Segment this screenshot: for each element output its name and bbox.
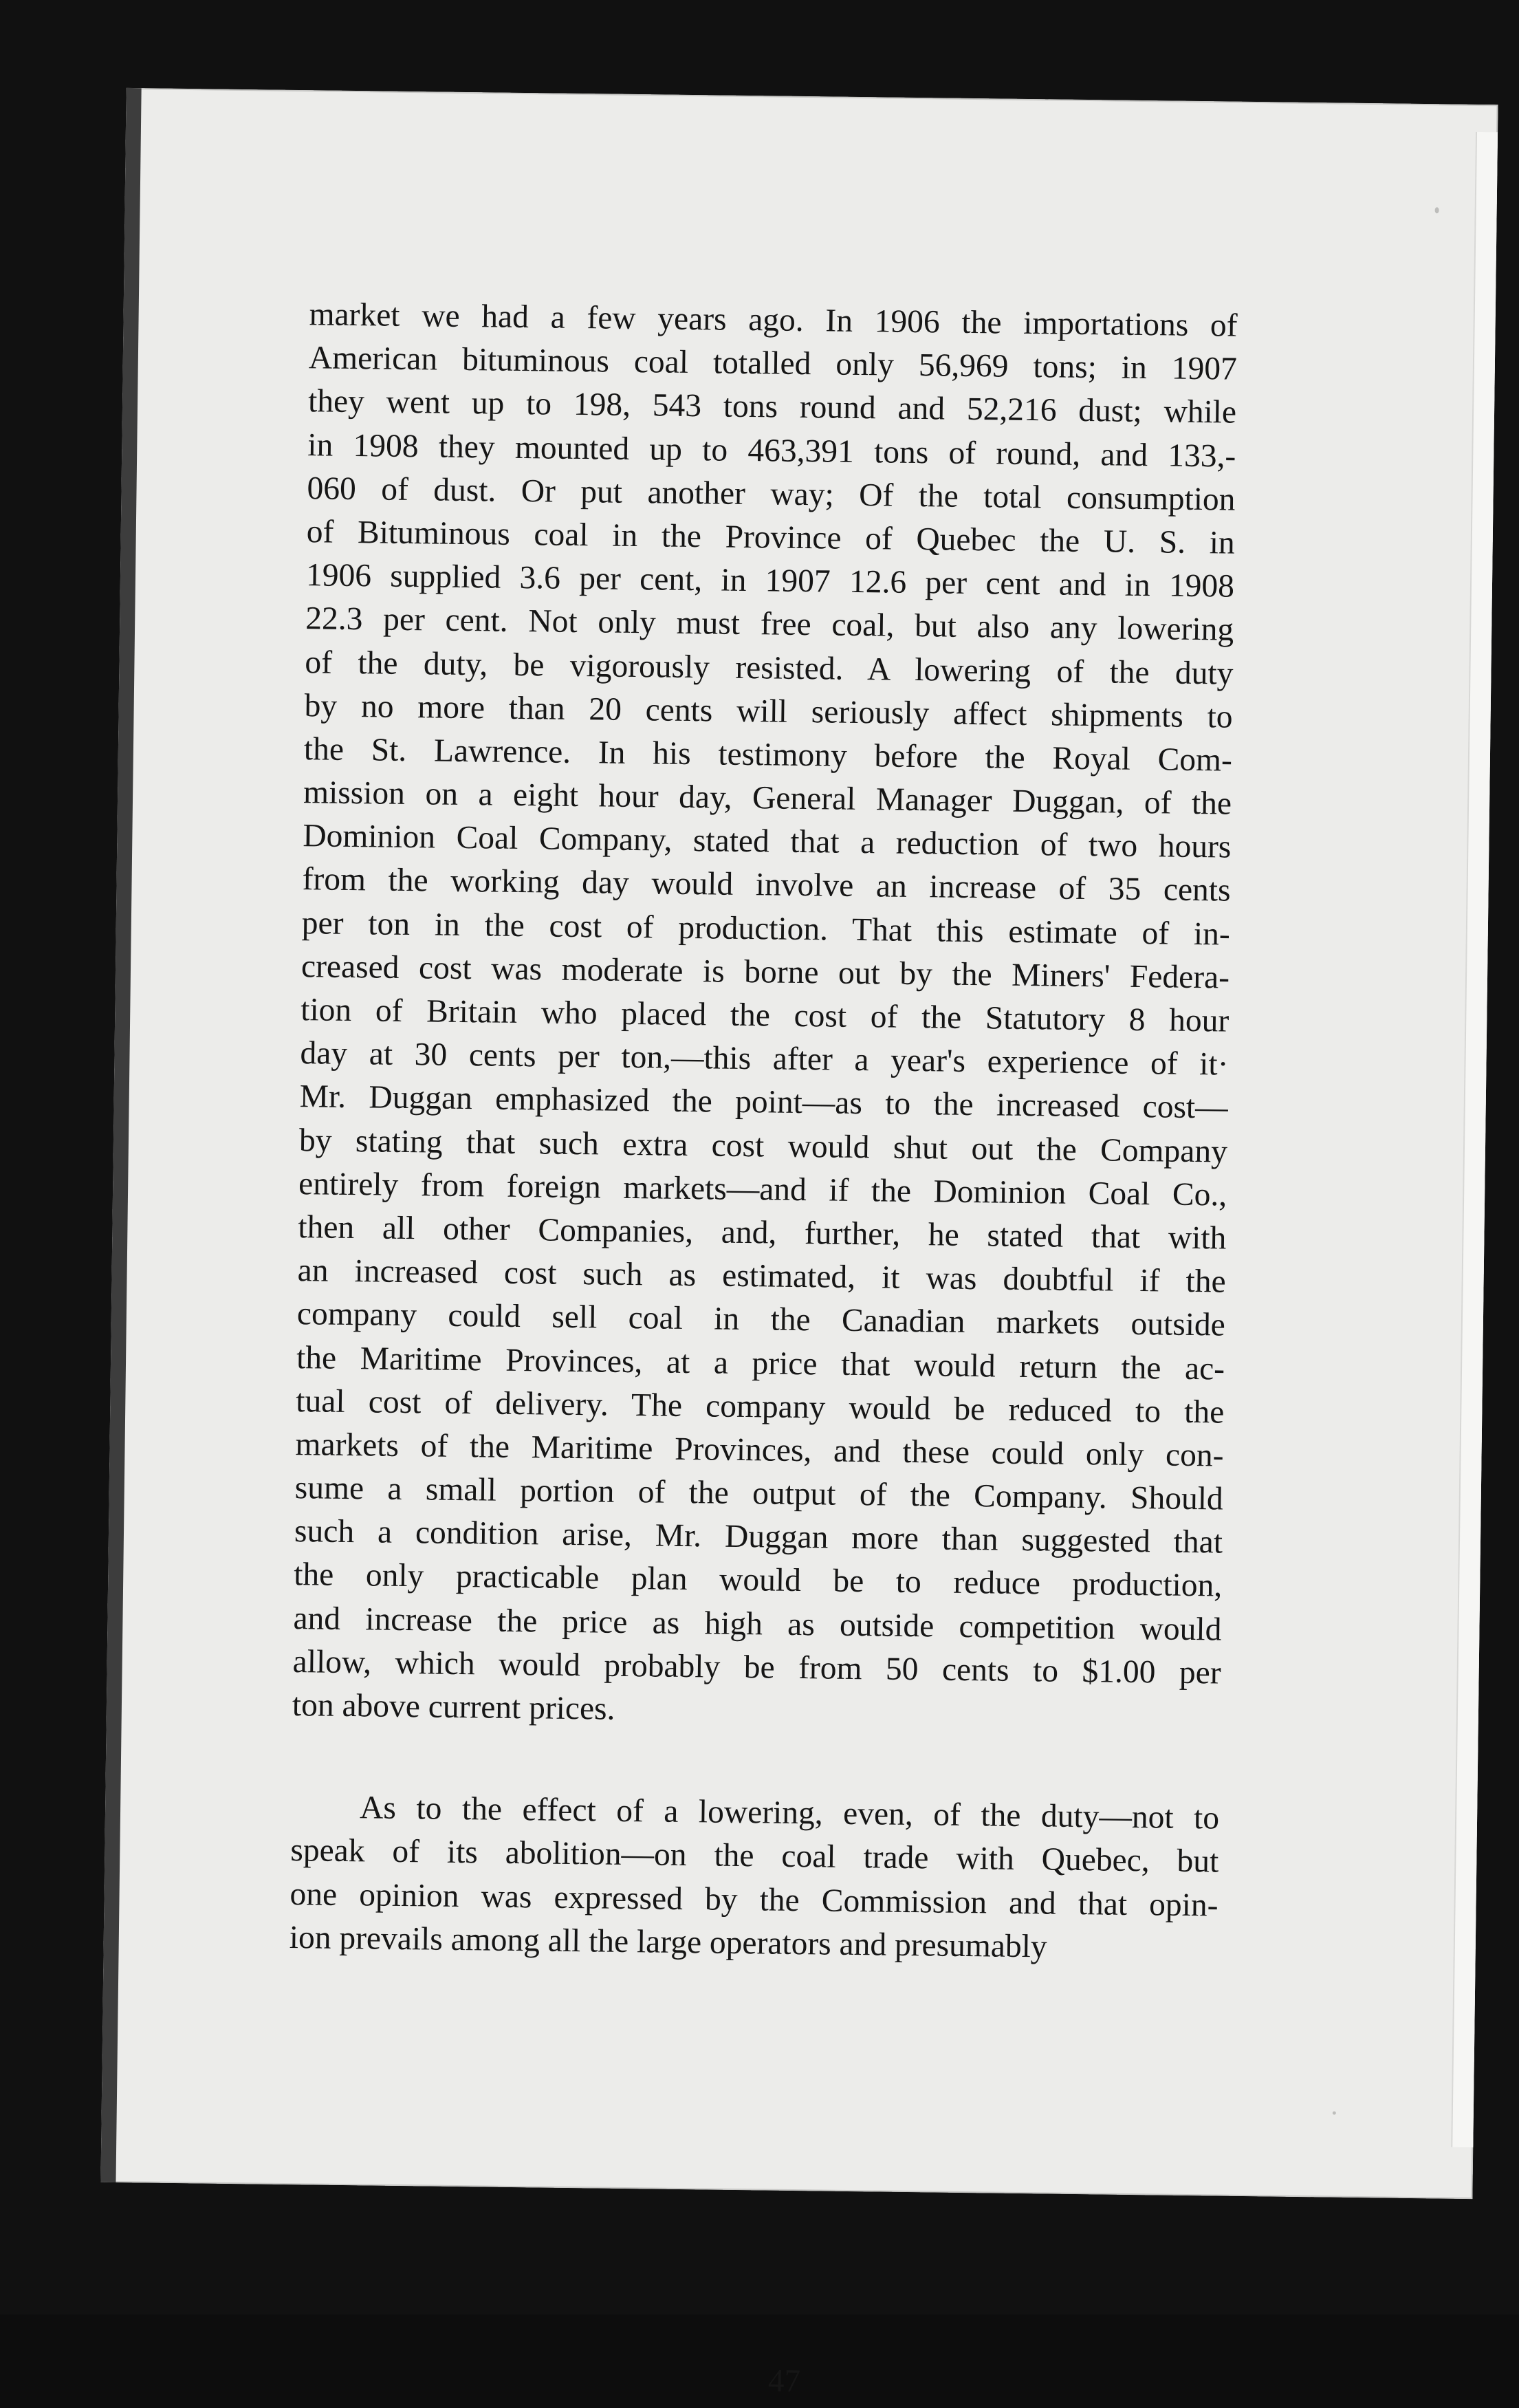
text-line: American bituminous coal totalled only 56,969 tons; in 1907 [308,340,1238,387]
text-line: of the duty, be vigorously resisted. A lowering of the duty [305,644,1234,692]
text-line: one opinion was expressed by the Commission and that opin- [289,1876,1219,1924]
text-line: by stating that such extra cost would shut out the Company [298,1122,1228,1170]
text-line: an increased cost such as estimated, it was doubtful if the [297,1252,1226,1300]
text-line: by no more than 20 cents will seriously affect shipments to [304,687,1233,735]
dust-speck [1333,2112,1336,2115]
text-line: creased cost was moderate is borne out by the Miners' Federa- [300,948,1230,996]
text-line: such a condition arise, Mr. Duggan more than suggested that [294,1513,1223,1561]
text-line: of Bituminous coal in the Province of Quebec the U. S. in [306,514,1236,561]
text-line: day at 30 cents per ton,—this after a year's experience of it· [300,1035,1229,1083]
text-line: 22.3 per cent. Not only must free coal, but also any lowering [305,600,1234,648]
text-line: allow, which would probably be from 50 cents to $1.00 per [292,1643,1221,1691]
text-line: ion prevails among all the large operators and presumably [289,1919,1047,1965]
text-line: markets of the Maritime Provinces, and these could only con- [295,1426,1224,1474]
text-line: sume a small portion of the output of the Company. Should [294,1470,1224,1517]
text-line: 1906 supplied 3.6 per cent, in 1907 12.6 per cent and in 1908 [305,557,1235,605]
text-line: per ton in the cost of production. That this estimate of in- [301,904,1231,953]
text-line: company could sell coal in the Canadian markets outside [296,1296,1226,1343]
text-line: the only practicable plan would be to reduce production, [293,1556,1223,1604]
page-number: 47 [767,2363,801,2400]
text-line: and increase the price as high as outside competition would [293,1600,1222,1648]
text-line: As to the effect of a lowering, even, of the duty—not to [359,1790,1220,1836]
body-text [289,293,1238,1971]
text-line: the Maritime Provinces, at a price that would return the ac- [296,1339,1225,1387]
text-line: tual cost of delivery. The company would be reduced to the [296,1382,1225,1431]
dust-speck [1435,207,1439,213]
text-line: ton above current prices. [292,1687,615,1727]
text-line: in 1908 they mounted up to 463,391 tons of round, and 133,- [307,426,1236,475]
text-line: speak of its abolition—on the coal trade with Quebec, but [290,1832,1219,1880]
paragraph [289,1786,1219,1971]
book-page [100,88,1498,2400]
paragraph-spacer [292,1727,1221,1797]
text-line: tion of Britain who placed the cost of the Statutory 8 hour [300,992,1230,1039]
text-line: Mr. Duggan emphasized the point—as to the increased cost— [299,1078,1228,1126]
text-line: Dominion Coal Company, stated that a reduction of two hours [303,818,1232,865]
text-line: entirely from foreign markets—and if the Dominion Coal Co., [298,1165,1227,1213]
text-line: 060 of dust. Or put another way; Of the total consumption [307,470,1236,518]
text-line: then all other Companies, and, further, he stated that with [298,1209,1227,1257]
text-line: mission on a eight hour day, General Manager Duggan, of the [303,774,1232,822]
paragraph [292,293,1238,1739]
text-line: market we had a few years ago. In 1906 the importations of [309,296,1238,344]
text-line: the St. Lawrence. In his testimony before the Royal Com- [303,731,1233,779]
text-line: they went up to 198, 543 tons round and 52,216 dust; while [307,383,1237,431]
text-line: from the working day would involve an increase of 35 cents [302,861,1231,909]
